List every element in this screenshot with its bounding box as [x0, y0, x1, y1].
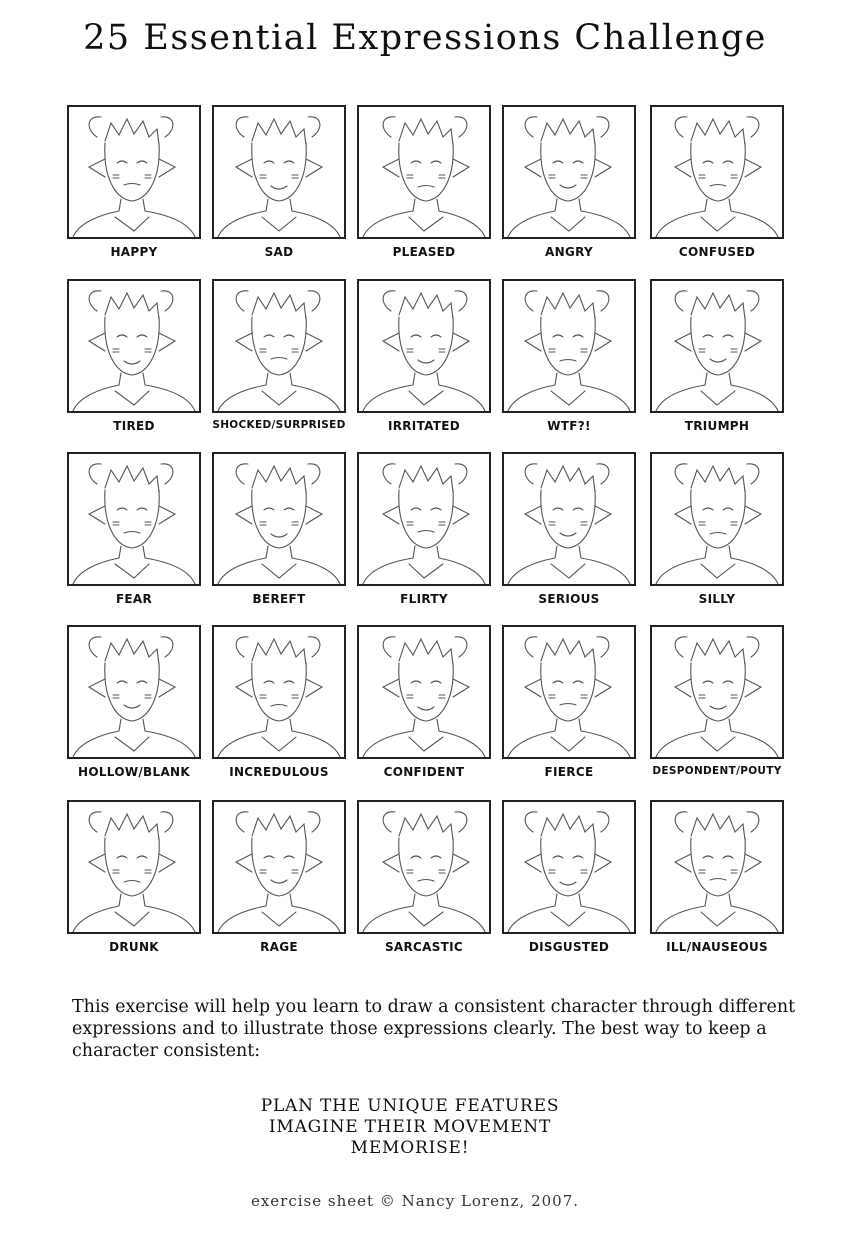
expression-label: CONFIDENT [383, 765, 465, 779]
intro-paragraph: This exercise will help you learn to draw a consistent character through different expressions and to illustrate those expressions clearly. The best way to keep a character consistent: [72, 997, 796, 1061]
character-sketch-illustration [69, 281, 199, 411]
expression-cell [67, 452, 201, 616]
character-sketch-illustration [69, 802, 199, 932]
expression-label: FLIRTY [400, 592, 448, 606]
character-sketch-illustration [504, 454, 634, 584]
character-sketch-illustration [359, 281, 489, 411]
expression-cell [67, 625, 201, 789]
character-sketch-illustration [214, 281, 344, 411]
expression-label: SHOCKED/SURPRISED [212, 419, 346, 431]
expression-cell [357, 279, 491, 443]
character-sketch-illustration [214, 107, 344, 237]
expression-label: DISGUSTED [528, 940, 610, 954]
expression-label: RAGE [260, 940, 298, 954]
sketch-panel [67, 105, 201, 239]
expression-cell [502, 800, 636, 964]
tip-item: MEMORISE! [350, 1138, 470, 1158]
character-sketch-illustration [359, 107, 489, 237]
character-sketch-illustration [214, 627, 344, 757]
sketch-panel [357, 105, 491, 239]
expression-cell [357, 625, 491, 789]
sketch-panel [502, 625, 636, 759]
sketch-panel [357, 800, 491, 934]
expression-cell [212, 105, 346, 269]
expression-label: SAD [264, 245, 294, 259]
character-sketch-illustration [69, 454, 199, 584]
sketch-panel [212, 279, 346, 413]
expression-label: FEAR [115, 592, 153, 606]
sketch-panel [212, 105, 346, 239]
character-sketch-illustration [652, 107, 782, 237]
expression-cell [357, 800, 491, 964]
character-sketch-illustration [504, 627, 634, 757]
expression-label: TIRED [113, 419, 155, 433]
expression-cell [67, 279, 201, 443]
expression-cell [650, 452, 784, 616]
tip-item: IMAGINE THEIR MOVEMENT [268, 1117, 552, 1137]
character-sketch-illustration [504, 107, 634, 237]
expression-cell [212, 279, 346, 443]
expression-label: DRUNK [109, 940, 159, 954]
sketch-panel [67, 625, 201, 759]
expression-cell [502, 452, 636, 616]
sketch-panel [212, 800, 346, 934]
expression-label: CONFUSED [678, 245, 756, 259]
sketch-panel [650, 105, 784, 239]
expression-label: FIERCE [544, 765, 594, 779]
sketch-panel [502, 800, 636, 934]
expression-label: BEREFT [252, 592, 306, 606]
character-sketch-illustration [214, 454, 344, 584]
expression-cell [67, 105, 201, 269]
sketch-panel [650, 625, 784, 759]
character-sketch-illustration [69, 627, 199, 757]
tips-list [0, 1096, 820, 1159]
expression-cell [67, 800, 201, 964]
character-sketch-illustration [504, 802, 634, 932]
expression-label: SERIOUS [538, 592, 600, 606]
sketch-panel [67, 279, 201, 413]
character-sketch-illustration [652, 627, 782, 757]
character-sketch-illustration [652, 281, 782, 411]
character-sketch-illustration [214, 802, 344, 932]
expression-cell [650, 105, 784, 269]
sketch-panel [67, 800, 201, 934]
expression-label: INCREDULOUS [229, 765, 329, 779]
character-sketch-illustration [652, 454, 782, 584]
sketch-panel [212, 452, 346, 586]
expression-cell [357, 105, 491, 269]
expression-label: SILLY [698, 592, 736, 606]
expression-cell [212, 800, 346, 964]
expression-label: IRRITATED [387, 419, 461, 433]
character-sketch-illustration [359, 802, 489, 932]
expression-cell [650, 625, 784, 789]
sketch-panel [357, 452, 491, 586]
sketch-panel [502, 279, 636, 413]
expression-cell [212, 452, 346, 616]
sketch-panel [502, 105, 636, 239]
copyright-credit: exercise sheet © Nancy Lorenz, 2007. [250, 1192, 580, 1210]
sketch-panel [650, 279, 784, 413]
page-title: 25 Essential Expressions Challenge [83, 18, 767, 58]
expression-label: PLEASED [392, 245, 456, 259]
expression-label: HAPPY [110, 245, 158, 259]
expression-label: TRIUMPH [684, 419, 750, 433]
character-sketch-illustration [652, 802, 782, 932]
expression-label: HOLLOW/BLANK [78, 765, 190, 779]
expression-label: DESPONDENT/POUTY [652, 765, 782, 777]
expression-label: WTF?! [547, 419, 591, 433]
expression-cell [502, 625, 636, 789]
expression-cell [502, 279, 636, 443]
expression-cell [502, 105, 636, 269]
sketch-panel [650, 452, 784, 586]
expression-cell [650, 279, 784, 443]
expression-label: ILL/NAUSEOUS [666, 940, 768, 954]
expression-cell [357, 452, 491, 616]
character-sketch-illustration [359, 454, 489, 584]
sketch-panel [67, 452, 201, 586]
character-sketch-illustration [359, 627, 489, 757]
character-sketch-illustration [504, 281, 634, 411]
sketch-panel [357, 279, 491, 413]
expression-cell [212, 625, 346, 789]
sketch-panel [502, 452, 636, 586]
expression-label: ANGRY [545, 245, 593, 259]
sketch-panel [212, 625, 346, 759]
character-sketch-illustration [69, 107, 199, 237]
sketch-panel [357, 625, 491, 759]
expression-cell [650, 800, 784, 964]
expression-label: SARCASTIC [384, 940, 464, 954]
sketch-panel [650, 800, 784, 934]
tip-item: PLAN THE UNIQUE FEATURES [260, 1096, 560, 1116]
